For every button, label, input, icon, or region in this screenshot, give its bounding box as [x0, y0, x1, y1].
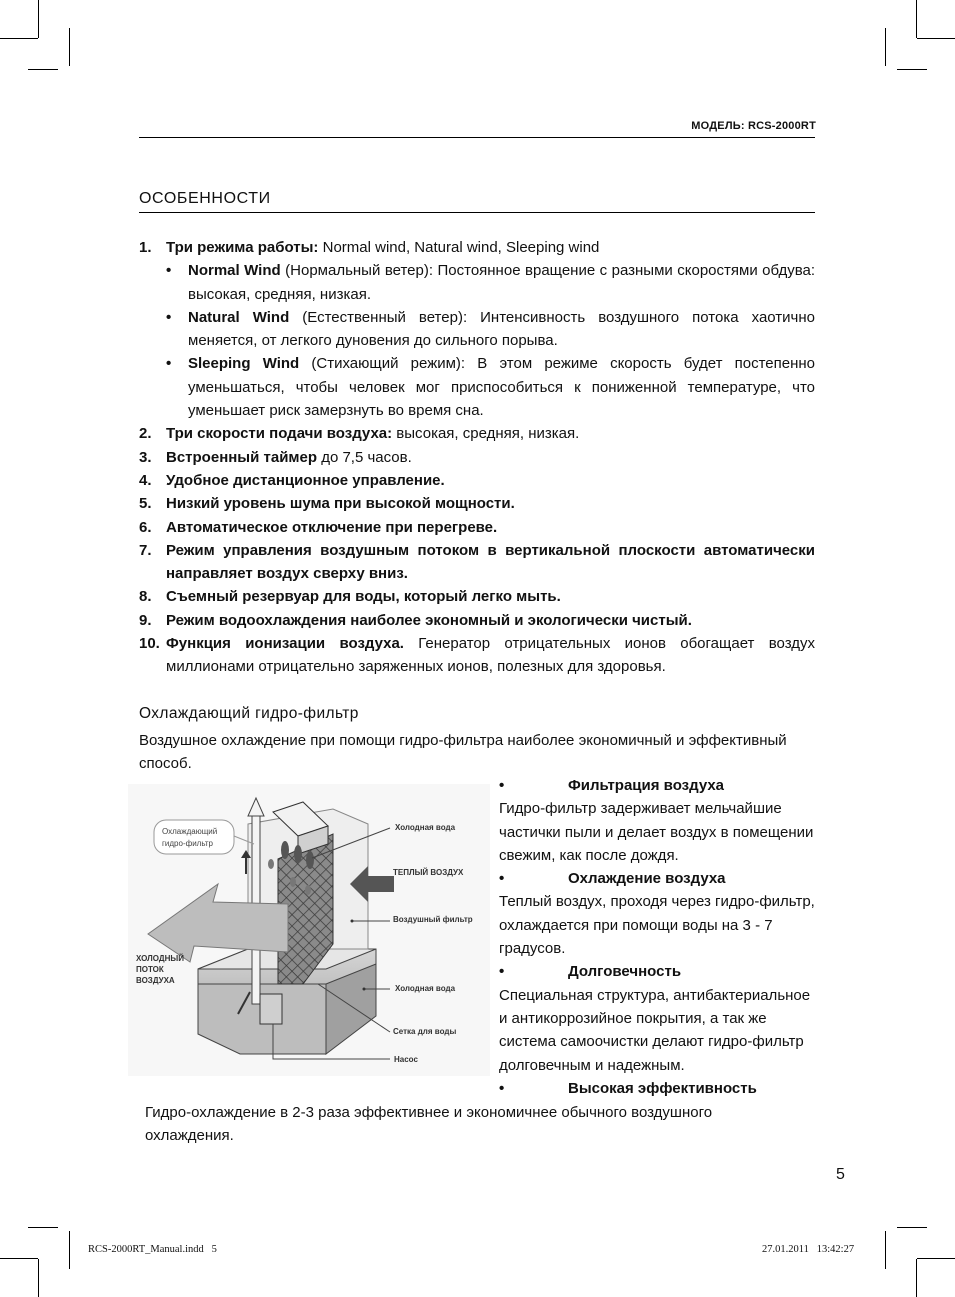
feature-title: Съемный резервуар для воды, который легко мыть. [166, 588, 561, 606]
crop-mark [28, 1227, 58, 1228]
footer-date: 27.01.2011 13:42:27 [762, 1244, 855, 1255]
benefit-heading [499, 867, 819, 890]
feature-number: 5. [139, 495, 152, 513]
feature-text: высокая, средняя, низкая. [392, 425, 580, 443]
label-cold-water-top: Холодная вода [395, 823, 456, 832]
feature-title: Режим управления воздушным потоком в вертикальной плоскости автоматически направляет воздух сверху вниз. [166, 541, 815, 583]
feature-bullet [139, 352, 815, 422]
feature-number: 6. [139, 518, 152, 536]
crop-mark [885, 28, 886, 66]
features-list [139, 236, 815, 679]
benefit-text: Гидро-фильтр задерживает мельчайшие частички пыли и делает воздух в помещении свежим, как после дождя. [499, 800, 814, 864]
crop-mark [916, 1259, 917, 1297]
crop-mark [917, 1258, 955, 1259]
footer-file: RCS-2000RT_Manual.indd 5 [88, 1244, 217, 1255]
crop-mark [897, 1227, 927, 1228]
feature-item [139, 236, 815, 259]
bullet-title: Normal Wind [188, 262, 281, 280]
callout-line: Охлаждающий [162, 827, 218, 836]
feature-title: Три скорости подачи воздуха: [166, 425, 393, 443]
crop-mark [69, 1231, 70, 1269]
feature-text: Генератор отрицательных ионов обогащает воздух миллионами отрицательно заряженных ионов, полезных для здоровья. [166, 635, 815, 676]
section-rule [139, 212, 815, 213]
cold-air-label: ВОЗДУХА [136, 976, 175, 985]
feature-item [139, 585, 815, 608]
label-water-mesh: Сетка для воды [393, 1027, 457, 1036]
feature-number: 4. [139, 471, 152, 489]
filter-title: Охлаждающий гидро-фильтр [139, 705, 359, 722]
feature-title: Автоматическое отключение при перегреве. [166, 518, 498, 536]
benefit-text: Теплый воздух, проходя через гидро-фильтр, охлаждается при помощи воды на 3 - 7 градусов. [499, 893, 815, 958]
bullet-text: (Стихающий режим): В этом режиме скорость будет постепенно уменьшаться, чтобы человек мог приспособиться к пониженной температуре, что уменьшает риск замерзнуть во время сна. [188, 355, 815, 420]
label-cold-water-bottom: Холодная вода [395, 984, 456, 993]
crop-mark [38, 1259, 39, 1297]
hydro-filter-diagram [128, 784, 490, 1076]
bullet-text: (Нормальный ветер): Постоянное вращение с разными скоростями обдува: высокая, средняя, низкая. [188, 262, 816, 303]
label-warm-air: ТЕПЛЫЙ ВОЗДУХ [393, 868, 464, 877]
crop-mark [38, 0, 39, 38]
feature-item [139, 516, 815, 539]
feature-title: Функция ионизации воздуха. [166, 635, 404, 653]
crop-mark [897, 69, 927, 70]
bullet-text: (Естественный ветер): Интенсивность воздушного потока хаотично меняется, от легкого дуновения до сильного порыва. [188, 308, 815, 350]
feature-title: Удобное дистанционное управление. [166, 471, 445, 489]
crop-mark [28, 69, 58, 70]
bullet-icon: • [499, 870, 505, 888]
feature-text: Normal wind, Natural wind, Sleeping wind [318, 239, 600, 256]
bullet-icon: • [166, 308, 172, 326]
crop-mark [917, 38, 955, 39]
feature-number: 1. [139, 239, 152, 256]
benefit-heading [499, 1077, 819, 1100]
crop-mark [0, 38, 38, 39]
feature-number: 3. [139, 448, 152, 466]
closing-text: Гидро-охлаждение в 2-3 раза эффективнее и экономичнее обычного воздушного охлаждения. [145, 1104, 713, 1145]
feature-text: до 7,5 часов. [317, 448, 412, 466]
feature-item [139, 422, 815, 445]
feature-item [139, 609, 815, 632]
benefit-title: Высокая эффективность [568, 1079, 757, 1097]
bullet-title: Natural Wind [188, 308, 290, 326]
filter-intro: Воздушное охлаждение при помощи гидро-фильтра наиболее экономичный и эффективный способ. [139, 732, 787, 773]
feature-title: Режим водоохлаждения наиболее экономный и экологически чистый. [166, 611, 692, 629]
feature-item [139, 469, 815, 492]
cold-air-label: ХОЛОДНЫЙ [136, 954, 184, 963]
feature-title: Три режима работы: [166, 239, 319, 256]
feature-item [139, 492, 815, 515]
bullet-icon: • [166, 262, 172, 280]
feature-title: Встроенный таймер [166, 448, 318, 466]
bullet-icon: • [166, 355, 172, 373]
benefit-title: Охлаждение воздуха [568, 870, 726, 888]
feature-item [139, 446, 815, 469]
crop-mark [916, 0, 917, 38]
feature-item [139, 539, 815, 586]
header-rule [139, 137, 815, 138]
feature-title: Низкий уровень шума при высокой мощности. [166, 495, 515, 513]
feature-bullet [139, 259, 815, 306]
label-pump: Насос [394, 1055, 418, 1064]
crop-mark [0, 1258, 38, 1259]
label-air-filter: Воздушный фильтр [393, 915, 473, 924]
section-title: ОСОБЕННОСТИ [139, 190, 271, 207]
benefit-heading [499, 960, 819, 983]
feature-item [139, 632, 815, 679]
page-number: 5 [836, 1166, 845, 1183]
feature-number: 2. [139, 425, 152, 443]
feature-number: 10. [139, 635, 160, 653]
bullet-icon: • [499, 1079, 505, 1097]
crop-mark [69, 28, 70, 66]
callout-line: гидро-фильтр [162, 839, 213, 848]
benefit-text: Специальная структура, антибактериальное и антикоррозийное покрытия, а так же система самоочистки делают гидро-фильтр долговечным и надежным. [499, 986, 811, 1074]
bullet-title: Sleeping Wind [188, 355, 300, 373]
model-label: МОДЕЛЬ: RCS-2000RT [691, 120, 816, 132]
benefit-title: Долговечность [568, 963, 682, 981]
bullet-icon: • [499, 963, 505, 981]
benefit-title: Фильтрация воздуха [568, 777, 725, 794]
feature-bullet [139, 306, 815, 353]
feature-number: 9. [139, 611, 152, 629]
benefit-heading [499, 774, 819, 797]
bullet-icon: • [499, 777, 505, 794]
feature-number: 8. [139, 588, 152, 606]
feature-number: 7. [139, 541, 152, 559]
cold-air-label: ПОТОК [136, 965, 164, 974]
crop-mark [885, 1231, 886, 1269]
benefits-list [499, 774, 819, 1100]
